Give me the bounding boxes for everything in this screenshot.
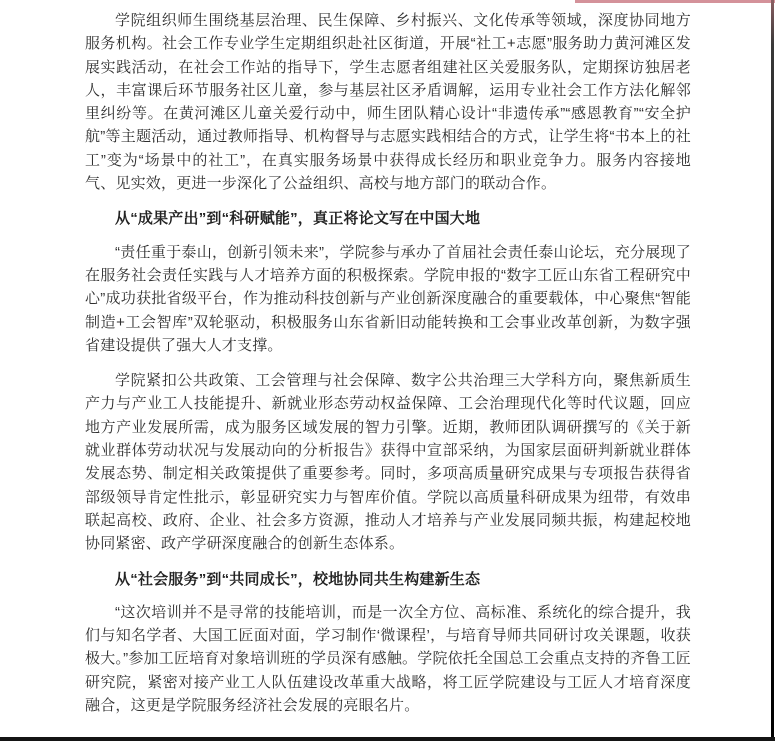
section-heading: 从“成果产出”到“科研赋能”，真正将论文写在中国大地 — [115, 210, 481, 228]
section-heading: 从“社会服务”到“共同成长”，校地协同共生构建新生态 — [115, 570, 481, 588]
top-accent-line — [575, 0, 775, 3]
paragraph: 学院紧扣公共政策、工会管理与社会保障、数字公共治理三大学科方向，聚焦新质生产力与产业工人技能提升、新就业形态劳动权益保障、工会治理现代化等时代议题，回应地方产业发展所需，成为服务区域发展的智力引擎。近期，教师团队调研撰写的《关于新就业群体劳动状况与发展动向的分析报告》获得中宣部采纳，为国家层面研判新就业群体发展态势、制定相关政策提供了重要参考。同时，多项高质量研究成果与专项报告获得省部级领导肯定性批示，彰显研究实力与智库价值。学院以高质量科研成果为纽带，有效串联起高校、政府、企业、社会多方资源，推动人才培养与产业发展同频共振，构建起校地协同紧密、政产学研深度融合的创新生态体系。 — [85, 372, 691, 553]
right-border-line — [771, 0, 774, 740]
paragraph: “这次培训并不是寻常的技能培训，而是一次全方位、高标准、系统化的综合提升，我们与知名学者、大国工匠面对面，学习制作‘微课程’，与培育导师共同研讨攻关课题，收获极大。”参加工匠培育对象培训班的学员深有感触。学院依托全国总工会重点支持的齐鲁工匠研究院，紧密对接产业工人队伍建设改革重大战略，将工匠学院建设与工匠人才培育深度融合，这更是学院服务经济社会发展的亮眼名片。 — [85, 603, 691, 715]
article-body — [85, 9, 691, 729]
paragraph: “责任重于泰山，创新引领未来”，学院参与承办了首届社会责任泰山论坛，充分展现了在服务社会责任实践与人才培养方面的积极探索。学院申报的“数字工匠山东省工程研究中心”成功获批省级平台，作为推动科技创新与产业创新深度融合的重要载体，中心聚焦“智能制造+工会智库”双轮驱动，积极服务山东省新旧动能转换和工会事业改革创新，为数字强省建设提供了强大人才支撑。 — [85, 243, 691, 354]
bottom-border-line — [0, 737, 775, 741]
paragraph: 学院组织师生围绕基层治理、民生保障、乡村振兴、文化传承等领域，深度协同地方服务机构。社会工作专业学生定期组织赴社区街道，开展“社工+志愿”服务助力黄河滩区发展实践活动，在社会工作站的指导下，学生志愿者组建社区关爱服务队，定期探访独居老人，丰富课后环节服务社区儿童，参与基层社区矛盾调解，运用专业社会工作方法化解邻里纠纷等。在黄河滩区儿童关爱行动中，师生团队精心设计“非遗传承”“感恩教育”“安全护航”等主题活动，通过教师指导、机构督导与志愿实践相结合的方式，让学生将“书本上的社工”变为“场景中的社工”，在真实服务场景中获得成长经历和职业竞争力。服务内容接地气、见实效，更进一步深化了公益组织、高校与地方部门的联动合作。 — [85, 12, 691, 193]
